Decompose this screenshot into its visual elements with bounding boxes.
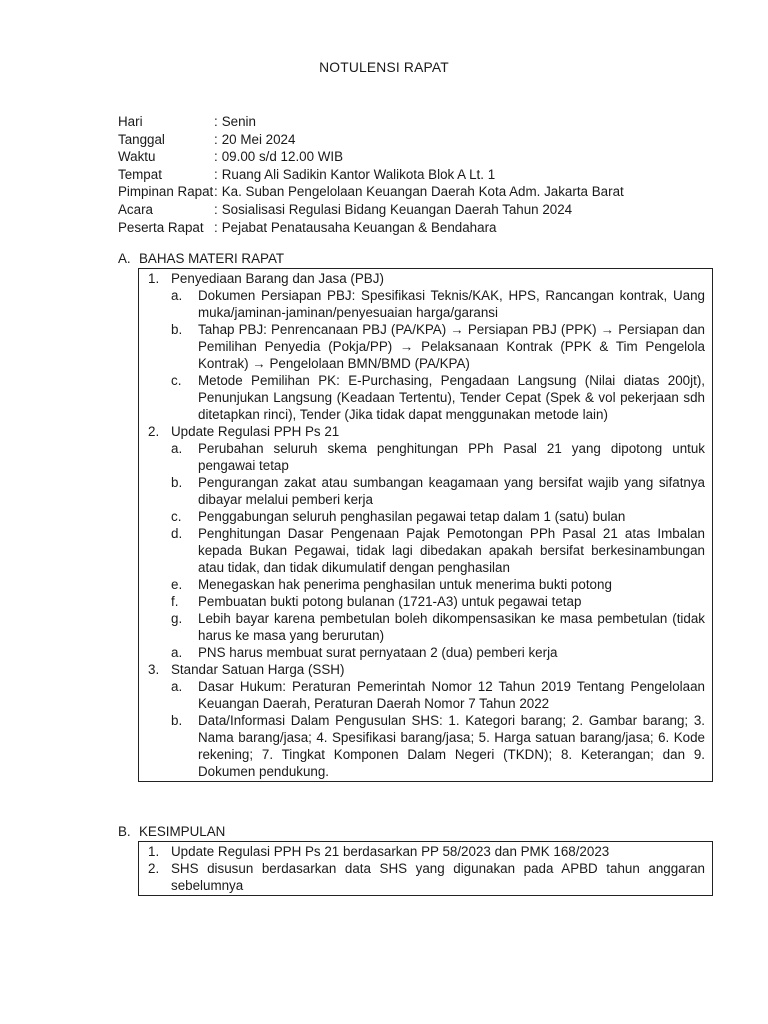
info-label: Hari (118, 114, 143, 129)
section-b-box (138, 841, 713, 896)
sub-letter: b. (171, 475, 183, 490)
item-text: Update Regulasi PPH Ps 21 berdasarkan PP 58/2023 dan PMK 168/2023 (171, 844, 610, 859)
info-label: Pimpinan Rapat (118, 184, 214, 200)
sub-item (171, 678, 705, 712)
item-text: Standar Satuan Harga (SSH) (171, 662, 345, 677)
info-row-chair (118, 183, 624, 201)
sub-letter: b. (171, 322, 183, 337)
sub-item (171, 440, 705, 474)
info-row-date (118, 131, 624, 149)
section-a-heading (118, 250, 284, 267)
info-row-time (118, 148, 624, 166)
sub-letter: f. (171, 594, 179, 609)
info-label: Waktu (118, 149, 156, 165)
document-title: NOTULENSI RAPAT (319, 60, 449, 75)
item-text: Penyediaan Barang dan Jasa (PBJ) (171, 271, 384, 286)
item-number: 1. (148, 844, 160, 859)
info-value: 20 Mei 2024 (221, 131, 296, 147)
info-value: 09.00 s/d 12.00 WIB (221, 149, 344, 165)
sub-item (171, 712, 705, 780)
section-b-heading (118, 823, 225, 840)
sub-item (171, 321, 705, 372)
sub-text: Tahap PBJ: Penrencanaan PBJ (PA/KPA) → Persiapan PBJ (PPK) → Persiapan dan Pemilihan Penyedia (Pokja/PP) → Pelaksanaan Kontrak (PPK & Tim Pengelola Kontrak) → Pengelolaan BMN/BMD (PA/KPA) (198, 322, 705, 371)
sub-item (171, 372, 705, 423)
section-a-box (138, 268, 713, 782)
section-letter: A. (118, 251, 131, 266)
sub-text: Data/Informasi Dalam Pengusulan SHS: 1. Kategori barang; 2. Gambar barang; 3. Nama barang/jasa; 4. Spesifikasi barang/jasa; 5. Harga satuan barang/jasa; 6. Kode rekening; 7. Tingkat Komponen Dalam Negeri (TKDN); 8. Keterangan; dan 9. Dokumen pendukung. (198, 713, 705, 779)
sub-text: Penghitungan Dasar Pengenaan Pajak Pemotongan PPh Pasal 21 atas Imbalan kepada Bukan Pegawai, tidak lagi dibedakan apakah bersifat berkesinambungan atau tidak, dan tidak dikumulatif dengan penghasilan (198, 526, 705, 575)
sub-letter: a. (171, 441, 183, 456)
sub-text: Pengurangan zakat atau sumbangan keagamaan yang bersifat wajib yang sifatnya dibayar melalui pemberi kerja (198, 475, 705, 507)
section-title: KESIMPULAN (139, 824, 226, 839)
info-label: Peserta Rapat (118, 219, 204, 235)
info-value: Ka. Suban Pengelolaan Keuangan Daerah Kota Adm. Jakarta Barat (221, 184, 624, 200)
list-item (148, 843, 705, 860)
info-value: Ruang Ali Sadikin Kantor Walikota Blok A Lt. 1 (221, 166, 496, 182)
item-number: 2. (148, 424, 160, 439)
item-number: 2. (148, 861, 160, 876)
sub-item (171, 525, 705, 576)
list-item (148, 661, 705, 678)
sub-text: Dasar Hukum: Peraturan Pemerintah Nomor 12 Tahun 2019 Tentang Pengelolaan Keuangan Daerah, Peraturan Daerah Nomor 7 Tahun 2022 (198, 679, 705, 711)
sub-letter: c. (171, 373, 182, 388)
info-separator: : (214, 149, 218, 165)
sub-item (171, 644, 705, 661)
info-separator: : (214, 184, 218, 200)
item-text: SHS disusun berdasarkan data SHS yang digunakan pada APBD tahun anggaran sebelumnya (171, 861, 705, 893)
sub-item (171, 610, 705, 644)
sub-letter: d. (171, 526, 183, 541)
sub-item (171, 287, 705, 321)
list-item (148, 423, 705, 440)
info-label: Tanggal (118, 131, 165, 147)
sub-letter: a. (171, 288, 183, 303)
list-item (148, 860, 705, 894)
item-number: 3. (148, 662, 160, 677)
sub-letter: b. (171, 713, 183, 728)
info-value: Senin (221, 114, 256, 129)
section-title: BAHAS MATERI RAPAT (139, 251, 285, 266)
sub-text: Lebih bayar karena pembetulan boleh dikompensasikan ke masa pembetulan (tidak harus ke masa yang berurutan) (198, 611, 705, 643)
meeting-info (118, 113, 624, 236)
sub-text: PNS harus membuat surat pernyataan 2 (dua) pemberi kerja (198, 645, 558, 660)
sub-item (171, 474, 705, 508)
section-letter: B. (118, 824, 131, 839)
sub-text: Menegaskan hak penerima penghasilan untuk menerima bukti potong (198, 577, 612, 592)
sub-text: Metode Pemilihan PK: E-Purchasing, Pengadaan Langsung (Nilai diatas 200jt), Penunjukan Langsung (Keadaan Tertentu), Tender Cepat (Spek & vol pekerjaan sdh ditetapkan rinci), Tender (Jika tidak dapat menggunakan metode lain) (198, 373, 705, 422)
info-separator: : (214, 131, 218, 147)
item-number: 1. (148, 271, 160, 286)
sub-text: Penggabungan seluruh penghasilan pegawai tetap dalam 1 (satu) bulan (198, 509, 626, 524)
info-row-place (118, 166, 624, 184)
info-row-day (118, 113, 624, 131)
info-label: Acara (118, 201, 153, 217)
sub-item (171, 508, 705, 525)
sub-item (171, 576, 705, 593)
info-separator: : (214, 166, 218, 182)
sub-item (171, 593, 705, 610)
info-row-agenda (118, 201, 624, 219)
sub-letter: a. (171, 645, 183, 660)
info-value: Pejabat Penatausaha Keuangan & Bendahara (221, 219, 497, 235)
sub-letter: c. (171, 509, 182, 524)
info-separator: : (214, 201, 218, 217)
sub-text: Perubahan seluruh skema penghitungan PPh Pasal 21 yang dipotong untuk pengawai tetap (198, 441, 705, 473)
info-row-participants (118, 219, 624, 237)
item-text: Update Regulasi PPH Ps 21 (171, 424, 340, 439)
sub-text: Dokumen Persiapan PBJ: Spesifikasi Teknis/KAK, HPS, Rancangan kontrak, Uang muka/jaminan-jaminan/penyesuaian harga/garansi (198, 288, 705, 320)
sub-letter: e. (171, 577, 183, 592)
list-item (148, 270, 705, 287)
info-label: Tempat (118, 166, 162, 182)
sub-letter: g. (171, 611, 183, 626)
info-separator: : (214, 114, 218, 129)
info-value: Sosialisasi Regulasi Bidang Keuangan Daerah Tahun 2024 (221, 201, 573, 217)
sub-text: Pembuatan bukti potong bulanan (1721-A3) untuk pegawai tetap (198, 594, 582, 609)
sub-letter: a. (171, 679, 183, 694)
info-separator: : (214, 219, 218, 235)
